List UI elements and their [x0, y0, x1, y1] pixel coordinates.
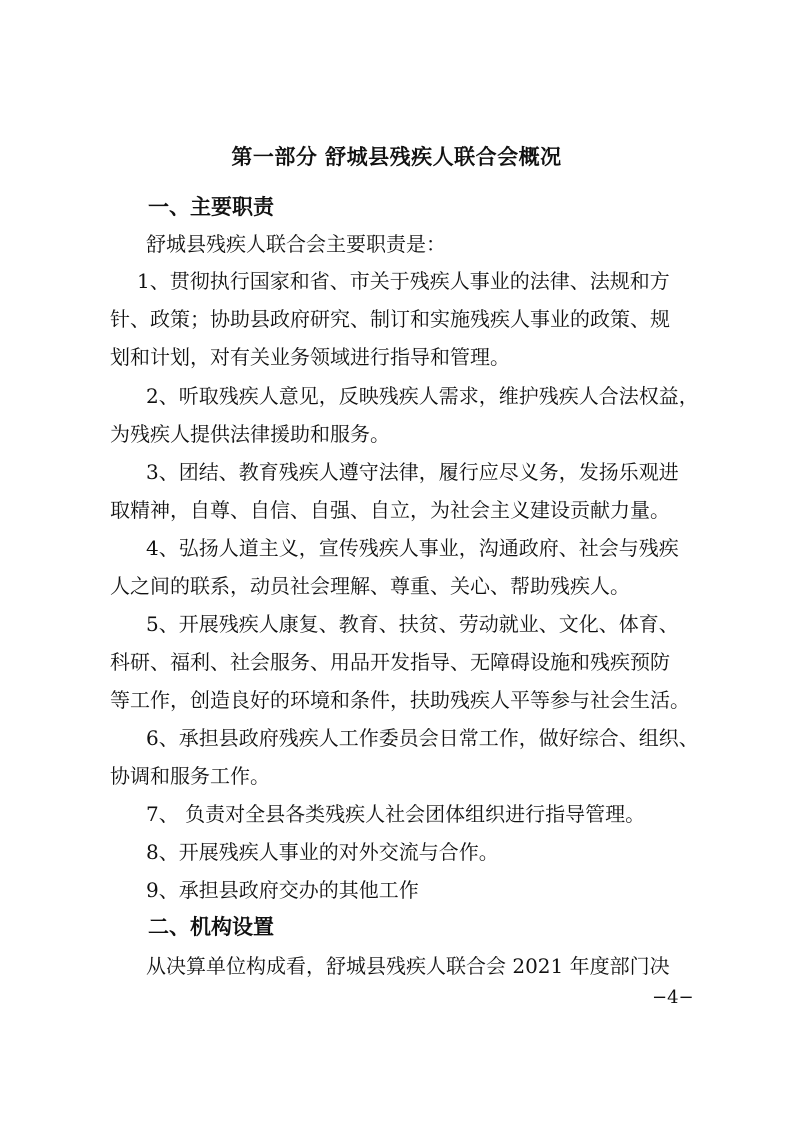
duty-item-1-line-3: 划和计划，对有关业务领域进行指导和管理。: [110, 345, 510, 369]
section-heading-main-duties: 一、主要职责: [148, 195, 274, 219]
duty-item-6-line-1: 6、承担县政府残疾人工作委员会日常工作，做好综合、组织、: [146, 726, 699, 750]
organization-paragraph: 从决算单位构成看，舒城县残疾人联合会 2021 年度部门决: [146, 954, 670, 978]
duty-item-7: 7、 负责对全县各类残疾人社会团体组织进行指导管理。: [146, 802, 646, 826]
duty-item-6-line-2: 协调和服务工作。: [110, 764, 270, 788]
duty-item-3-line-2: 取精神，自尊、自信、自强、自立，为社会主义建设贡献力量。: [110, 498, 670, 522]
page-number: −4−: [652, 987, 694, 1008]
duty-item-8: 8、开展残疾人事业的对外交流与合作。: [146, 840, 499, 864]
duty-item-2-line-2: 为残疾人提供法律援助和服务。: [110, 422, 390, 446]
duty-item-4-line-1: 4、弘扬人道主义，宣传残疾人事业，沟通政府、社会与残疾: [146, 536, 679, 560]
intro-text: 舒城县残疾人联合会主要职责是：: [146, 232, 446, 256]
page-title: 第一部分 舒城县残疾人联合会概况: [231, 145, 562, 169]
duty-item-5-line-3: 等工作，创造良好的环境和条件，扶助残疾人平等参与社会生活。: [110, 688, 690, 712]
duty-item-4-line-2: 人之间的联系，动员社会理解、尊重、关心、帮助残疾人。: [110, 574, 630, 598]
duty-item-1-line-2: 针、政策；协助县政府研究、制订和实施残疾人事业的政策、规: [110, 307, 670, 331]
duty-item-9: 9、承担县政府交办的其他工作: [146, 878, 419, 902]
duty-item-2-line-1: 2、听取残疾人意见，反映残疾人需求，维护残疾人合法权益，: [146, 384, 699, 408]
section-heading-organization: 二、机构设置: [148, 915, 274, 939]
duty-item-5-line-2: 科研、福利、社会服务、用品开发指导、无障碍设施和残疾预防: [110, 650, 670, 674]
duty-item-3-line-1: 3、团结、教育残疾人遵守法律，履行应尽义务，发扬乐观进: [146, 460, 679, 484]
duty-item-1-line-1: 1、贯彻执行国家和省、市关于残疾人事业的法律、法规和方: [137, 269, 670, 293]
duty-item-5-line-1: 5、开展残疾人康复、教育、扶贫、劳动就业、文化、体育、: [146, 612, 679, 636]
